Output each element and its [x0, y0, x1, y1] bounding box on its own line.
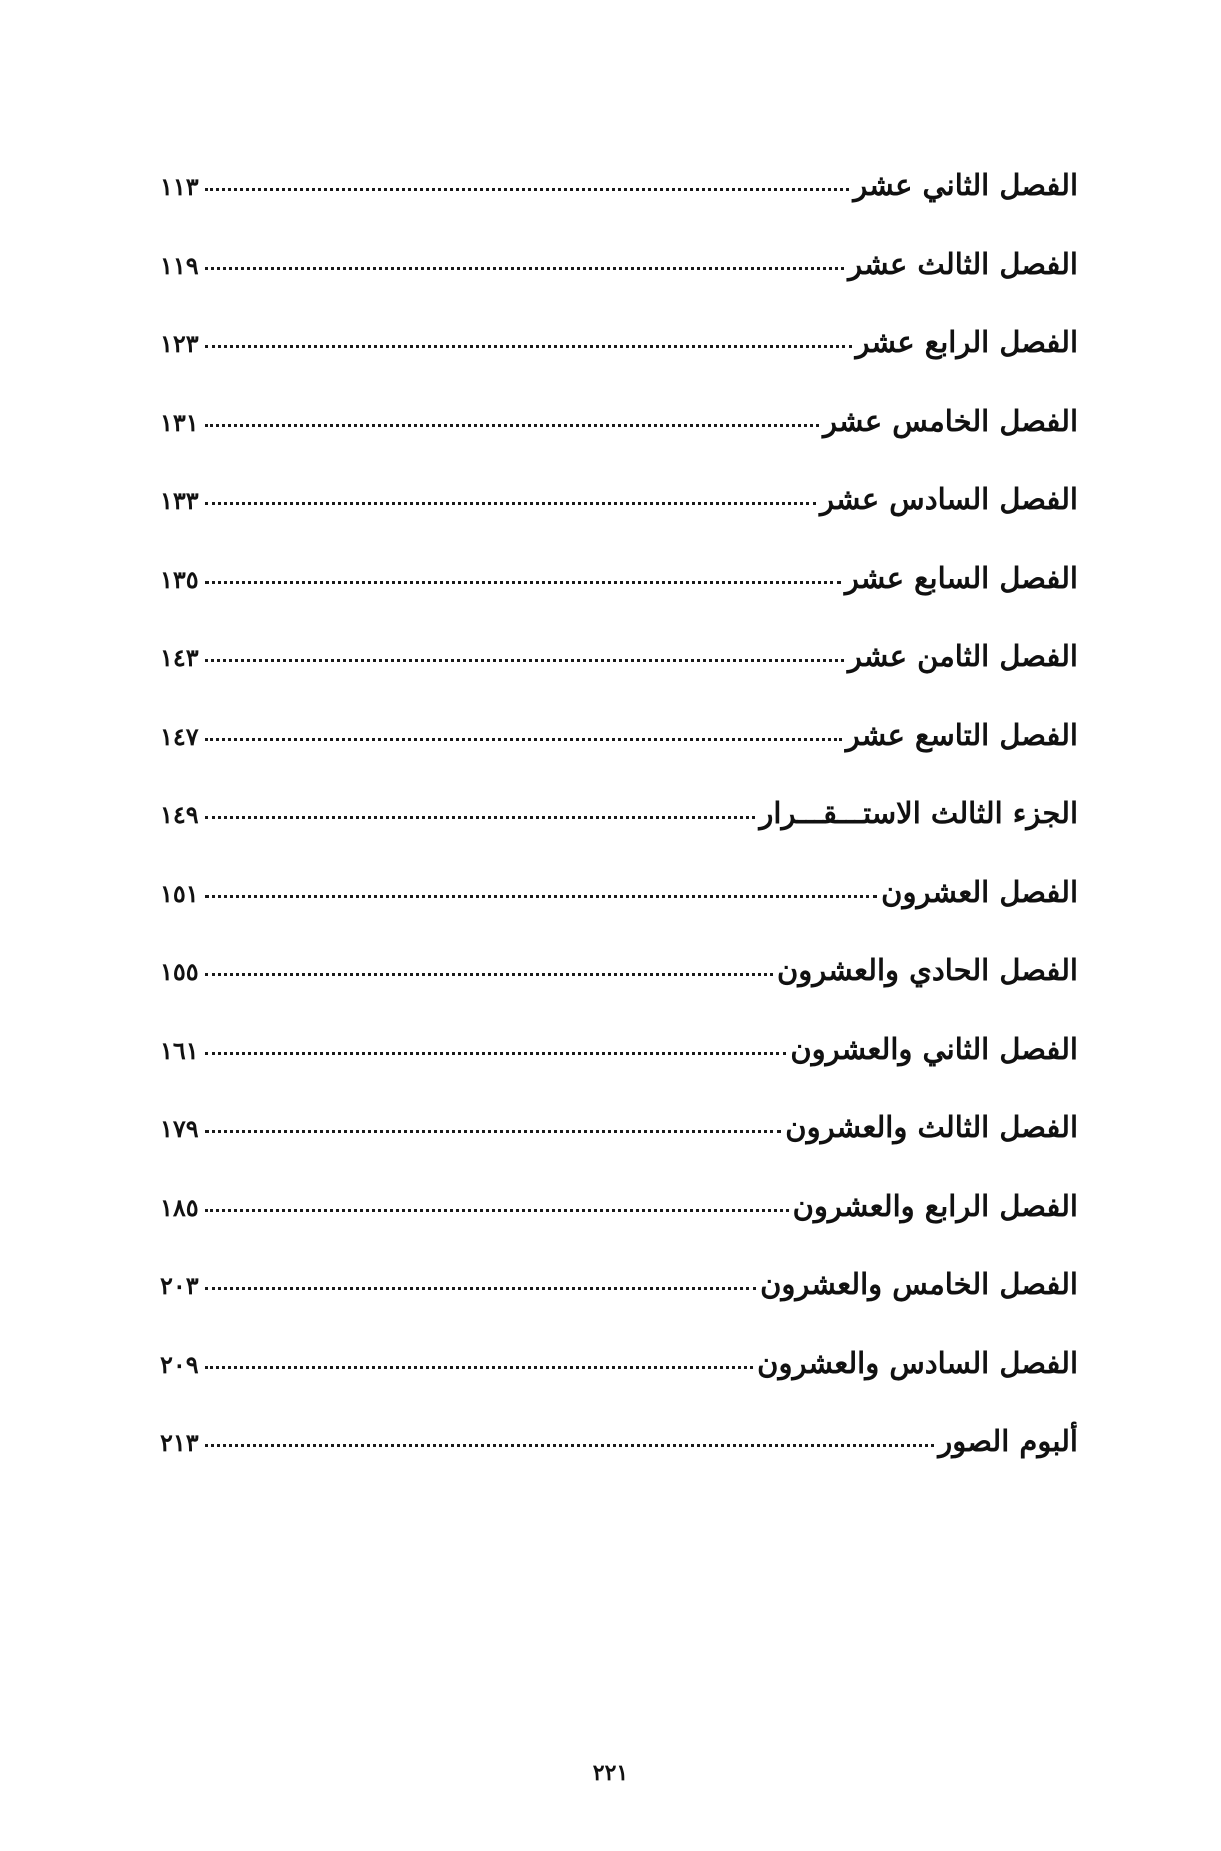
toc-entry-page: ١١٩ — [160, 250, 199, 280]
toc-entry — [160, 168, 1078, 247]
dot-leader — [205, 895, 878, 898]
toc-entry-title: الفصل الخامس والعشرون — [760, 1267, 1078, 1301]
toc-entry-page: ١٤٩ — [160, 800, 199, 829]
toc-entry — [160, 875, 1078, 954]
toc-entry — [160, 247, 1078, 326]
toc-entry-title: الفصل الثامن عشر — [847, 639, 1078, 673]
toc-entry-title: الفصل السابع عشر — [844, 560, 1078, 595]
dot-leader — [205, 424, 819, 427]
toc-entry — [160, 325, 1078, 404]
toc-entry-title: الفصل الرابع عشر — [855, 325, 1078, 359]
dot-leader — [205, 738, 842, 741]
toc-entry — [160, 1346, 1078, 1425]
toc-entry-page: ١٥١ — [160, 878, 199, 908]
dot-leader — [205, 1287, 756, 1290]
toc-entry-title: ألبوم الصور — [938, 1424, 1078, 1458]
page-number: ٢٢١ — [592, 1760, 629, 1786]
toc-entry-page: ١٣١ — [160, 407, 199, 437]
toc-entry-title: الفصل الثالث والعشرون — [785, 1110, 1078, 1144]
dot-leader — [205, 1130, 782, 1133]
dot-leader — [205, 267, 844, 270]
toc-entry — [160, 796, 1078, 875]
toc-entry — [160, 1424, 1078, 1503]
toc-entry-page: ١٣٥ — [160, 564, 199, 594]
toc-entry-page: ٢١٣ — [160, 1428, 199, 1457]
toc-entry-page: ١٣٣ — [160, 486, 199, 515]
toc-entry-page: ١٢٣ — [160, 329, 199, 358]
table-of-contents — [160, 168, 1078, 1503]
toc-entry-page: ١١٣ — [160, 172, 199, 201]
toc-entry-title: الجزء الثالث الاستـــقـــرار — [759, 796, 1078, 830]
toc-entry — [160, 561, 1078, 640]
dot-leader — [205, 1209, 789, 1212]
toc-entry-page: ١٤٧ — [160, 721, 199, 751]
toc-entry-title: الفصل السادس والعشرون — [757, 1345, 1078, 1380]
dot-leader — [205, 581, 841, 584]
toc-entry-title: الفصل العشرون — [881, 874, 1078, 909]
toc-entry — [160, 639, 1078, 718]
dot-leader — [205, 659, 844, 662]
dot-leader — [205, 502, 816, 505]
toc-entry — [160, 1189, 1078, 1268]
toc-entry — [160, 1032, 1078, 1111]
dot-leader — [205, 1444, 935, 1447]
toc-entry — [160, 482, 1078, 561]
toc-entry-page: ١٨٥ — [160, 1192, 199, 1222]
toc-entry — [160, 1267, 1078, 1346]
toc-entry-page: ٢٠٣ — [160, 1271, 199, 1300]
dot-leader — [205, 1366, 753, 1369]
toc-entry-title: الفصل الثاني والعشرون — [790, 1031, 1078, 1066]
toc-entry-title: الفصل الرابع والعشرون — [792, 1188, 1078, 1223]
toc-entry-page: ١٧٩ — [160, 1114, 199, 1143]
toc-entry-page: ٢٠٩ — [160, 1349, 199, 1379]
toc-entry-title: الفصل الخامس عشر — [823, 403, 1078, 438]
dot-leader — [205, 973, 773, 976]
dot-leader — [205, 1052, 787, 1055]
toc-entry-title: الفصل السادس عشر — [820, 482, 1078, 516]
toc-entry — [160, 718, 1078, 797]
toc-entry-title: الفصل الحادي والعشرون — [777, 953, 1078, 987]
toc-entry — [160, 404, 1078, 483]
toc-entry — [160, 1110, 1078, 1189]
toc-entry-title: الفصل التاسع عشر — [845, 717, 1078, 752]
dot-leader — [205, 816, 756, 819]
toc-entry-title: الفصل الثالث عشر — [848, 246, 1078, 281]
toc-entry-page: ١٤٣ — [160, 643, 199, 672]
toc-entry-page: ١٦١ — [160, 1035, 199, 1065]
dot-leader — [205, 345, 852, 348]
toc-entry — [160, 953, 1078, 1032]
toc-entry-page: ١٥٥ — [160, 957, 199, 986]
toc-entry-title: الفصل الثاني عشر — [853, 168, 1078, 202]
dot-leader — [205, 188, 850, 191]
